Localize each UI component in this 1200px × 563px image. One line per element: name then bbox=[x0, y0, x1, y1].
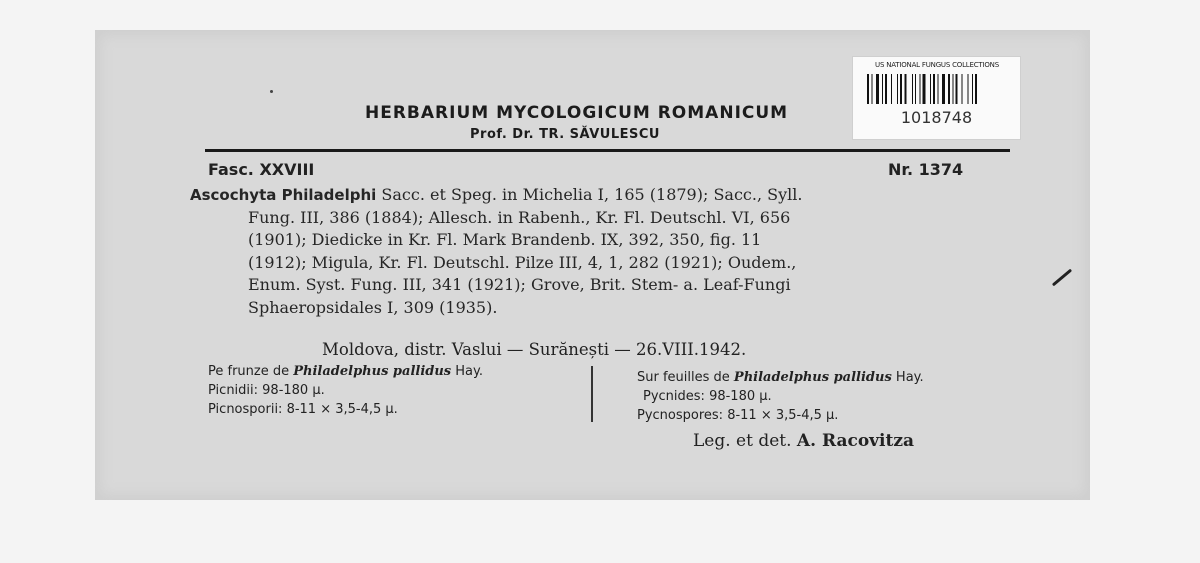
romanian-description bbox=[208, 362, 483, 419]
herbarium-subtitle: Prof. Dr. TR. SĂVULESCU bbox=[470, 127, 660, 142]
header-rule bbox=[205, 149, 1010, 152]
citation-line: (1901); Diedicke in Kr. Fl. Mark Brandenb. IX, 392, 350, fig. 11 bbox=[248, 230, 762, 249]
collector-name: A. Racovitza bbox=[796, 431, 915, 451]
herbarium-title: HERBARIUM MYCOLOGICUM ROMANICUM bbox=[365, 103, 789, 123]
pycnospores-line: Pycnospores: 8-11 × 3,5-4,5 μ. bbox=[637, 408, 839, 423]
species-name: Ascochyta Philadelphi bbox=[190, 186, 377, 204]
host-name: Philadelphus pallidus bbox=[733, 370, 892, 385]
host-line bbox=[637, 368, 924, 387]
french-description bbox=[637, 368, 924, 425]
citation-line: Sphaeropsidales I, 309 (1935). bbox=[248, 297, 498, 317]
host-prefix: Pe frunze de bbox=[208, 364, 290, 379]
host-author: Hay. bbox=[895, 370, 924, 385]
citation-line: Enum. Syst. Fung. III, 341 (1921); Grove, Brit. Stem- a. Leaf-Fungi bbox=[248, 275, 791, 294]
picnospori-line: Picnosporii: 8-11 × 3,5-4,5 μ. bbox=[208, 402, 398, 417]
barcode-label bbox=[852, 56, 1021, 140]
host-name: Philadelphus pallidus bbox=[293, 364, 452, 379]
collector-line bbox=[693, 431, 914, 451]
citation-line bbox=[190, 184, 1005, 207]
host-author: Hay. bbox=[455, 364, 483, 379]
barcode-number: 1018748 bbox=[900, 108, 973, 127]
fascicle-number: Fasc. XXVIII bbox=[208, 160, 315, 179]
host-line bbox=[208, 362, 483, 381]
pycnides-line: Pycnides: 98-180 μ. bbox=[643, 389, 772, 404]
locality-line: Moldova, distr. Vaslui — Surănești — 26.VIII.1942. bbox=[322, 340, 747, 359]
barcode-graphic bbox=[867, 74, 1007, 104]
citation-line: Fung. III, 386 (1884); Allesch. in Rabenh., Kr. Fl. Deutschl. VI, 656 bbox=[248, 207, 791, 227]
speck bbox=[270, 90, 273, 93]
specimen-number: Nr. 1374 bbox=[888, 160, 964, 179]
collector-prefix: Leg. et det. bbox=[693, 431, 792, 451]
column-divider bbox=[591, 366, 593, 422]
host-prefix: Sur feuilles de bbox=[637, 370, 730, 385]
citation-line: (1912); Migula, Kr. Fl. Deutschl. Pilze III, 4, 1, 282 (1921); Oudem., bbox=[248, 252, 797, 272]
citation-block bbox=[190, 184, 1005, 319]
picnidii-line: Picnidii: 98-180 μ. bbox=[208, 383, 325, 398]
citation-text: Sacc. et Speg. in Michelia I, 165 (1879); Sacc., Syll. bbox=[381, 185, 803, 204]
barcode-heading: US NATIONAL FUNGUS COLLECTIONS bbox=[875, 61, 999, 69]
